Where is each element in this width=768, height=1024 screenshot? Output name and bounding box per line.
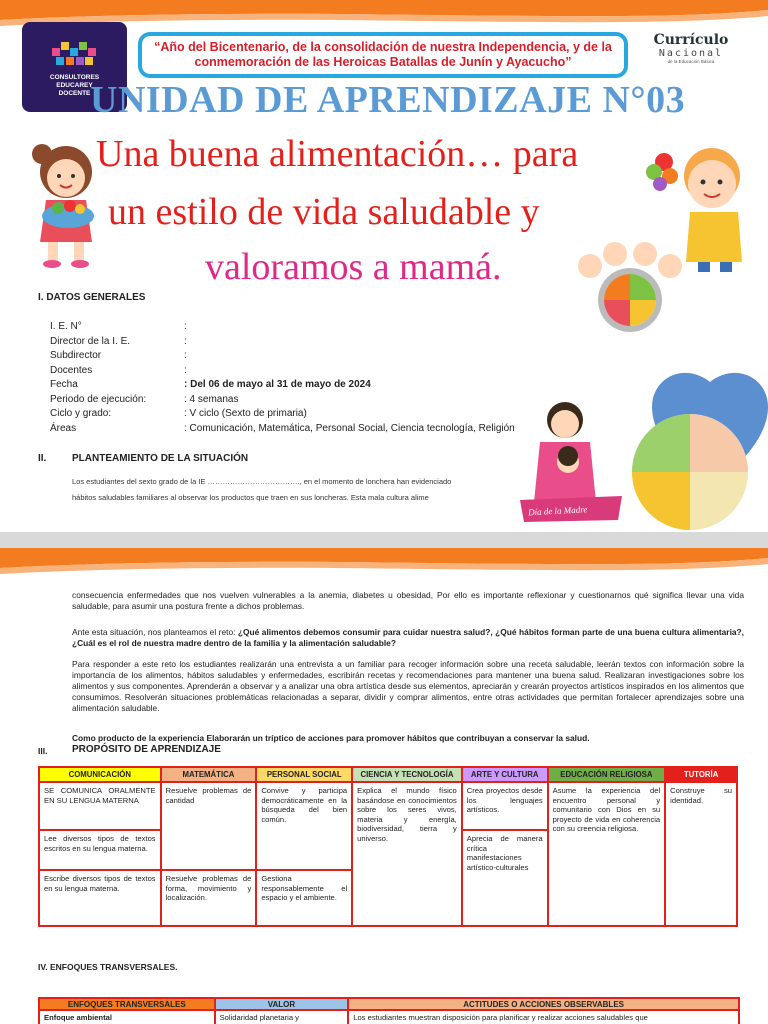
producto-paragraph: Como producto de la experiencia Elaborarán un tríptico de acciones para promover hábitos que contribuyan a conservar la salud. — [72, 733, 590, 743]
competencia-cell: Convive y participa democráticamente en la búsqueda del bien común. — [256, 782, 352, 870]
section-2-number: II. — [38, 453, 47, 464]
datos-row — [50, 335, 515, 350]
enfoques-table — [38, 997, 740, 1024]
actitudes-header: ACTITUDES O ACCIONES OBSERVABLES — [348, 998, 739, 1010]
situacion-continuation-paragraph: consecuencia enfermedades que nos vuelven vulnerables a la anemia, diabetes u obesidad, Por ello es importante reflexionar y cuestionarnos qué significa llevar una vida saludable, para asumir una postura frente a dichos problemas. — [72, 590, 744, 611]
datos-label: Áreas — [50, 422, 77, 434]
area-comunicacion-header: COMUNICACIÓN — [39, 767, 161, 782]
reto-lead: Ante esta situación, nos planteamos el reto: — [72, 627, 238, 637]
table-row — [39, 782, 737, 830]
section-planteamiento-title: PLANTEAMIENTO DE LA SITUACIÓN — [72, 453, 249, 464]
enfoques-header: ENFOQUES TRANSVERSALES — [39, 998, 215, 1010]
competencia-cell: Gestiona responsablemente el espacio y el ambiente. — [256, 870, 352, 926]
actividades-paragraph: Para responder a este reto los estudiantes realizarán una entrevista a un familiar para recoger información sobre una receta saludable, leerán textos con información sobre la importancia de los alimentos, hábitos saludables y enfermedades, escribirán recetas y recomendaciones para mantener una buena salud. Realizaran investigaciones sobre los alimentos y sus componentes. Aprenderán a observar y a analizar una obra artística desde sus elementos, apreciarán y crearán proyectos artísticos inspirados en los alimentos que consumimos. Resolverán situaciones problemáticas relacionadas a separar, dividir y comprar alimentos, entre otras actividades que permitan fortalecer aprendizajes sobre una alimentación saludable. — [72, 659, 744, 713]
competencia-cell: Lee diversos tipos de textos escritos en su lengua materna. — [39, 830, 161, 870]
main-title-line3: valoramos a mamá. — [205, 246, 502, 288]
situacion-line1: Los estudiantes del sexto grado de la IE ………………………………., en el momento de lonchera han evidenciado — [72, 477, 452, 486]
area-religion-header: EDUCACIÓN RELIGIOSA — [548, 767, 666, 782]
datos-value: : Del 06 de mayo al 31 de mayo de 2024 — [184, 379, 371, 390]
section-datos-generales-title: I. DATOS GENERALES — [38, 292, 146, 303]
valor-header: VALOR — [215, 998, 349, 1010]
competencia-cell: Explica el mundo físico basándose en conocimientos sobre los seres vivos, materia y energía, biodiversidad, tierra y universo. — [352, 782, 462, 926]
logo-left-line2: EDUCAREY — [56, 82, 93, 89]
header-wave-decoration — [0, 548, 768, 582]
area-tutoria-header: TUTORÍA — [665, 767, 737, 782]
enfoques-header-row — [39, 998, 739, 1010]
competencia-cell: Aprecia de manera crítica manifestaciones artístico-culturales — [462, 830, 548, 926]
area-ciencia-header: CIENCIA Y TECNOLOGÍA — [352, 767, 462, 782]
unit-title: UNIDAD DE APRENDIZAJE N°03 — [90, 79, 686, 121]
datos-row — [50, 320, 515, 335]
datos-value: : — [184, 321, 187, 332]
datos-row — [50, 349, 515, 364]
reto-paragraph — [72, 627, 744, 649]
competencia-cell: SE COMUNICA ORALMENTE EN SU LENGUA MATERNA — [39, 782, 161, 830]
kids-healthy-plate-illustration — [570, 236, 690, 336]
enfoque-cell: Enfoque ambiental — [39, 1010, 215, 1024]
reto-questions: ¿Qué alimentos debemos consumir para cuidar nuestra salud?, ¿Qué hábitos forman parte de una buena cultura alimentaria?, ¿Cuál es el rol de nuestra madre dentro de la familia y la alimentación saludable? — [72, 627, 744, 648]
table-row — [39, 1010, 739, 1024]
datos-label: Subdirector — [50, 350, 102, 361]
competencia-cell: Asume la experiencia del encuentro personal y comunitario con Dios en su proyecto de vida en coherencia con su creencia religiosa. — [548, 782, 666, 926]
year-banner: “Año del Bicentenario, de la consolidación de nuestra Independencia, y de la conmemoración de las Heroicas Batallas de Junín y Ayacucho” — [138, 32, 628, 78]
logo-right-line2: Nacional — [658, 48, 724, 59]
competencia-cell: Construye su identidad. — [665, 782, 737, 926]
actitudes-cell: Los estudiantes muestran disposición para planificar y realizar acciones saludables que — [348, 1010, 739, 1024]
area-arte-header: ARTE Y CULTURA — [462, 767, 548, 782]
section-3-number: III. — [38, 746, 48, 756]
competencia-cell: Crea proyectos desde los lenguajes artísticos. — [462, 782, 548, 830]
datos-row — [50, 378, 515, 393]
datos-row — [50, 393, 515, 408]
proposito-table — [38, 766, 738, 927]
competencia-cell: Escribe diversos tipos de textos en su lengua materna. — [39, 870, 161, 926]
datos-row — [50, 364, 515, 379]
logo-left-line1: CONSULTORES — [49, 74, 100, 81]
logo-left-line3: DOCENTE — [58, 90, 91, 97]
logo-squares-icon — [52, 42, 96, 68]
competencia-cell: Resuelve problemas de cantidad — [161, 782, 257, 870]
main-title-line1: Una buena alimentación… para — [96, 133, 579, 175]
datos-value: : 4 semanas — [184, 393, 239, 405]
datos-generales-list — [50, 320, 515, 436]
datos-label: Ciclo y grado: — [50, 408, 112, 419]
competencia-cell: Resuelve problemas de forma, movimiento y localización. — [161, 870, 257, 926]
datos-value: : V ciclo (Sexto de primaria) — [184, 408, 307, 419]
datos-value: : — [184, 350, 187, 361]
proposito-header-row — [39, 767, 737, 782]
section-enfoques-title: IV. ENFOQUES TRANSVERSALES. — [38, 962, 178, 972]
curriculo-nacional-logo — [648, 26, 734, 78]
valor-cell: Solidaridad planetaria y — [215, 1010, 349, 1024]
datos-value: : Comunicación, Matemática, Personal Social, Ciencia tecnología, Religión — [184, 422, 515, 434]
datos-label: Fecha — [50, 379, 78, 390]
mothers-day-label: Día de la Madre — [527, 504, 588, 518]
main-title-line2: un estilo de vida saludable y — [108, 191, 540, 233]
area-personal-social-header: PERSONAL SOCIAL — [256, 767, 352, 782]
datos-row — [50, 422, 515, 437]
document-page-2 — [0, 548, 768, 1024]
logo-right-line1: Currículo — [653, 32, 729, 48]
datos-row — [50, 407, 515, 422]
datos-label: Docentes — [50, 364, 93, 376]
logo-right-line3: de la Educación Básica — [667, 59, 715, 64]
section-proposito-title: PROPÓSITO DE APRENDIZAJE — [72, 744, 221, 755]
datos-label: Periodo de ejecución: — [50, 393, 147, 405]
datos-label: Director de la I. E. — [50, 335, 131, 347]
area-matematica-header: MATEMÁTICA — [161, 767, 257, 782]
situacion-line2: hábitos saludables familiares al observar los productos que traen en sus loncheras. Esta mala cultura alime — [72, 493, 429, 502]
datos-value: : — [184, 335, 187, 347]
datos-value: : — [184, 364, 187, 376]
datos-label: I. E. N° — [50, 321, 82, 332]
